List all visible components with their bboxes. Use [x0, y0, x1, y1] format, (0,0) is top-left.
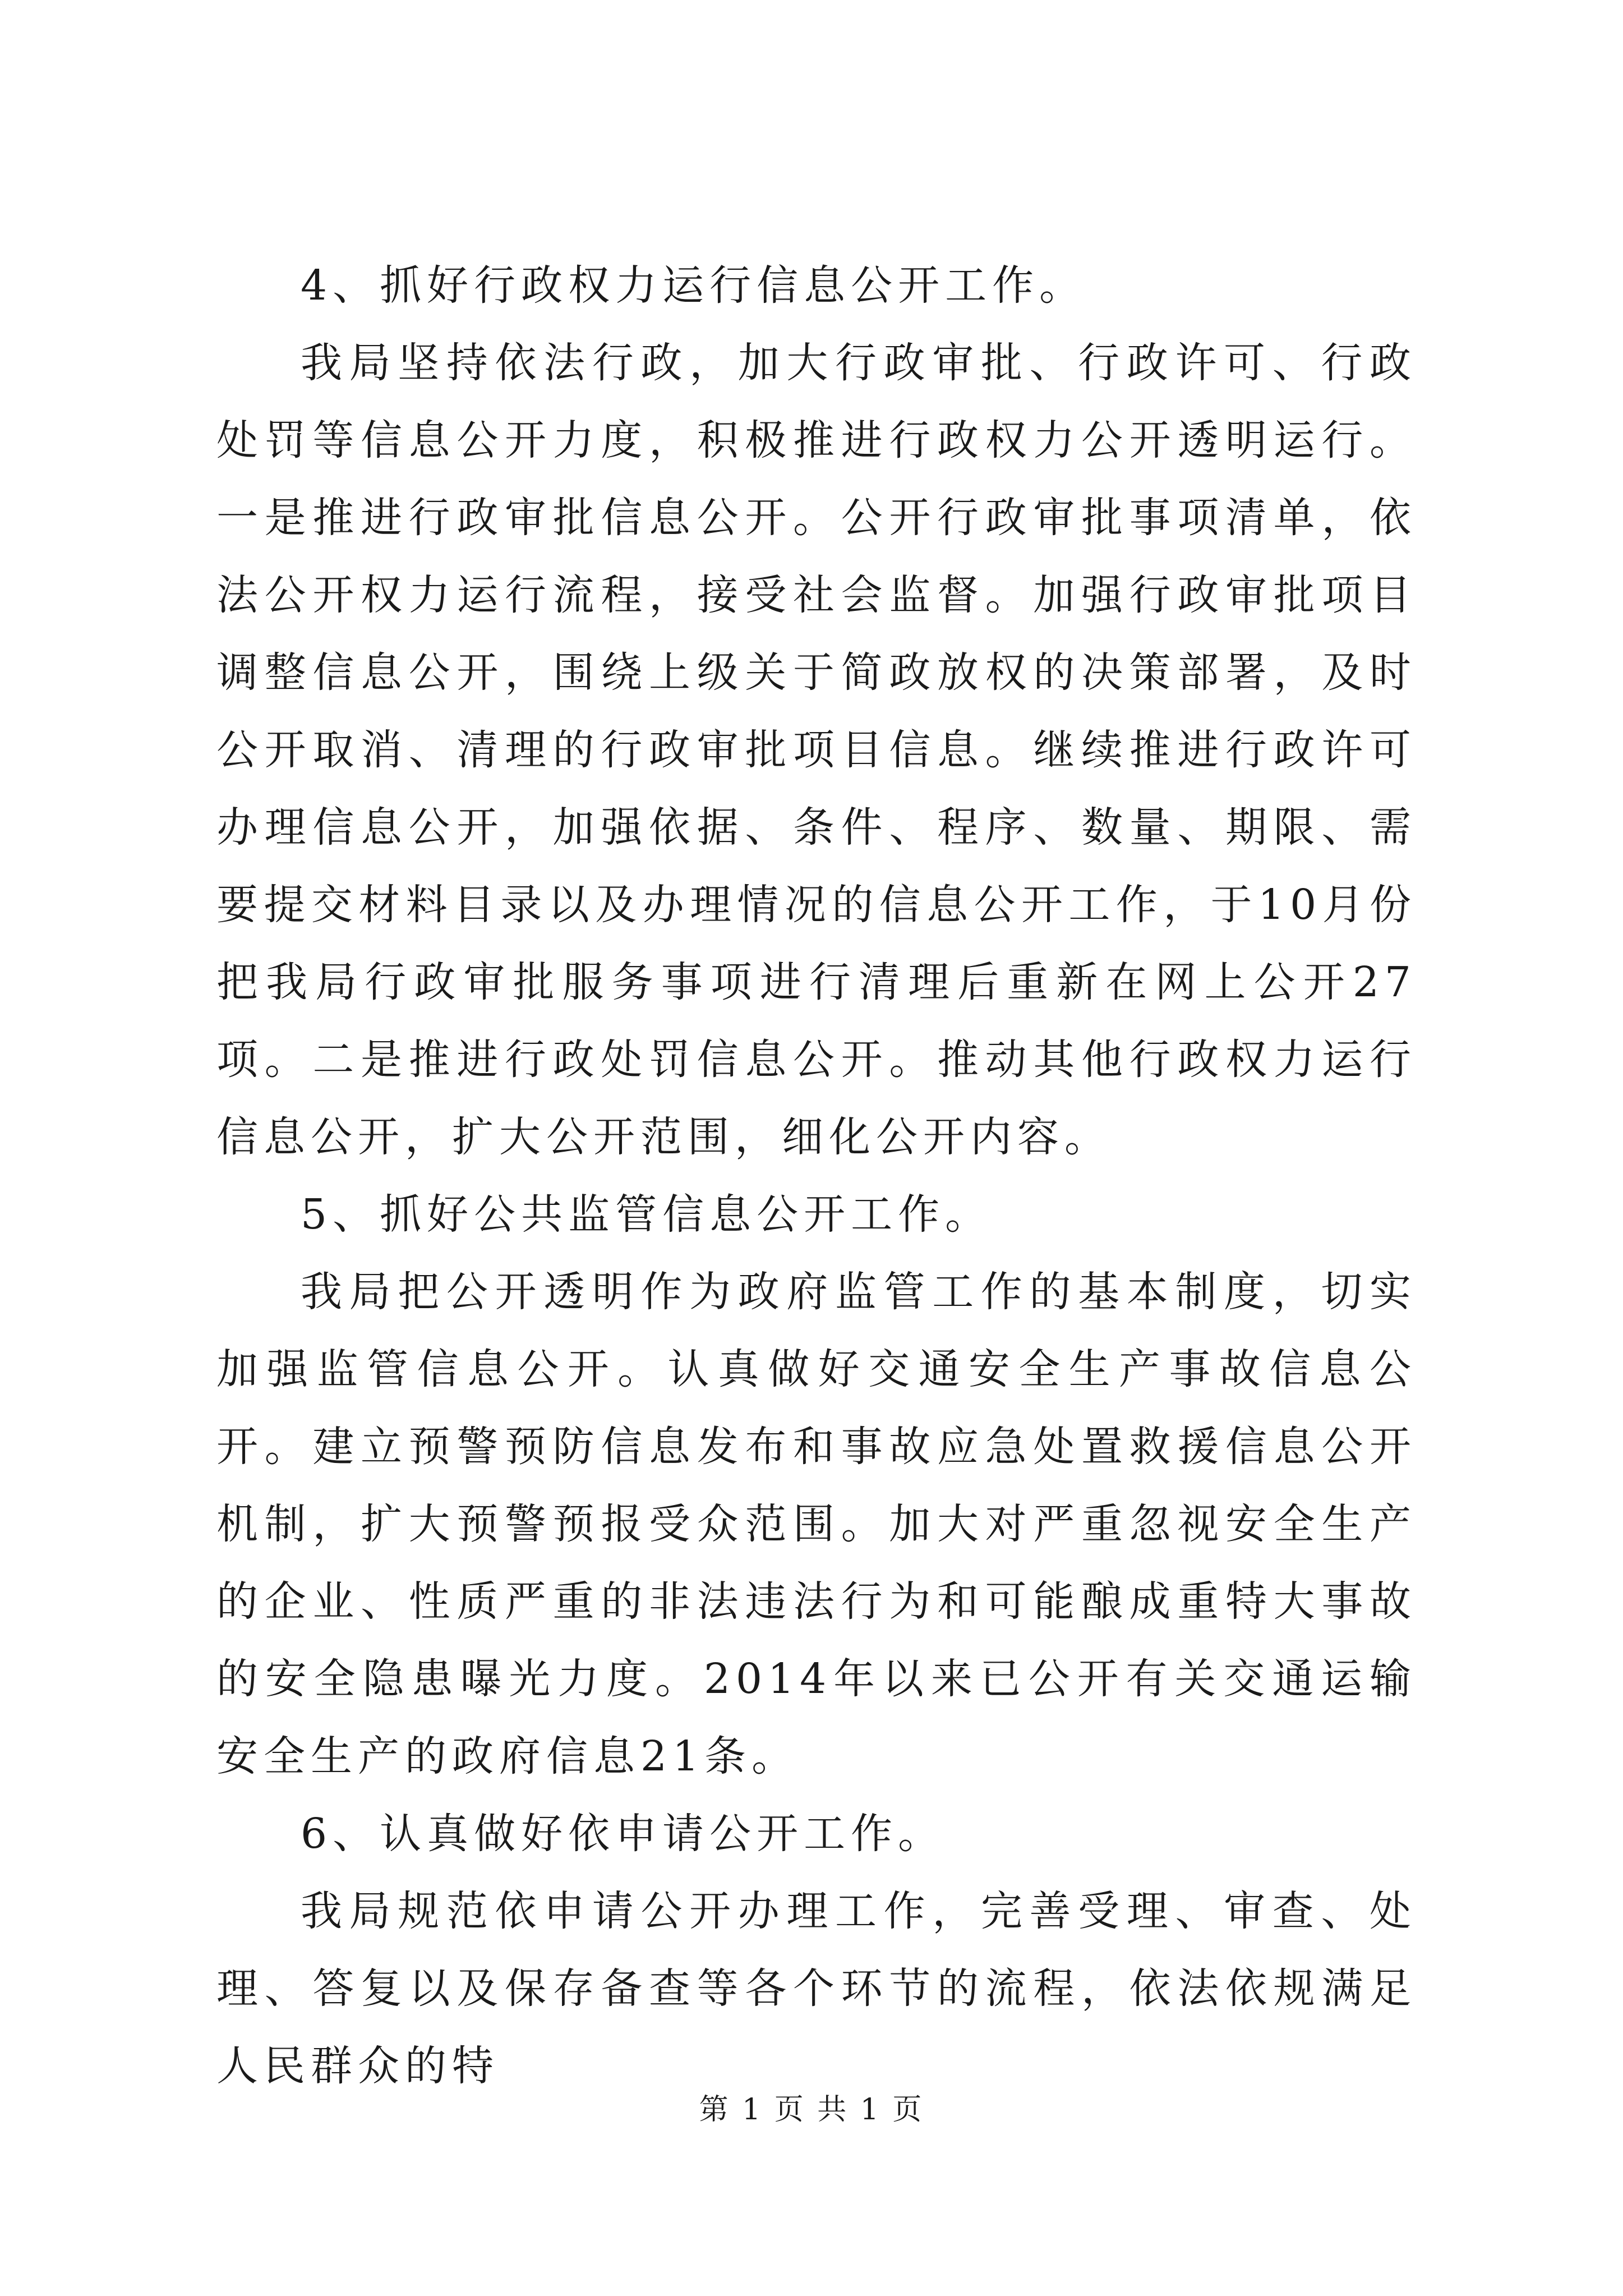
section-paragraph-5: 我局把公开透明作为政府监管工作的基本制度，切实加强监管信息公开。认真做好交通安全生产事故信息公开。建立预警预防信息发布和事故应急处置救援信息公开机制，扩大预警预报受众范围。加大对严重忽视安全生产的企业、性质严重的非法违法行为和可能酿成重特大事故的安全隐患曝光力度。2014年以来已公开有关交通运输安全生产的政府信息21条。	[216, 1268, 1417, 1780]
section-paragraph-4: 我局坚持依法行政，加大行政审批、行政许可、行政处罚等信息公开力度，积极推进行政权力公开透明运行。一是推进行政审批信息公开。公开行政审批事项清单，依法公开权力运行流程，接受社会监督。加强行政审批项目调整信息公开，围绕上级关于简政放权的决策部署，及时公开取消、清理的行政审批项目信息。继续推进行政许可办理信息公开，加强依据、条件、程序、数量、期限、需要提交材料目录以及办理情况的信息公开工作，于10月份把我局行政审批服务事项进行清理后重新在网上公开27项。二是推进行政处罚信息公开。推动其他行政权力运行信息公开，扩大公开范围，细化公开内容。	[216, 339, 1417, 1161]
section-heading-5: 5、抓好公共监管信息公开工作。	[301, 1190, 993, 1239]
section-paragraph-6: 我局规范依申请公开办理工作，完善受理、审查、处理、答复以及保存备查等各个环节的流程，依法依规满足人民群众的特	[216, 1887, 1417, 2090]
page-number-footer: 第 1 页 共 1 页	[699, 2093, 924, 2127]
document-body	[216, 247, 1417, 2105]
section-heading-6: 6、认真做好依申请公开工作。	[301, 1810, 946, 1858]
section-heading-4: 4、抓好行政权力运行信息公开工作。	[301, 261, 1087, 310]
